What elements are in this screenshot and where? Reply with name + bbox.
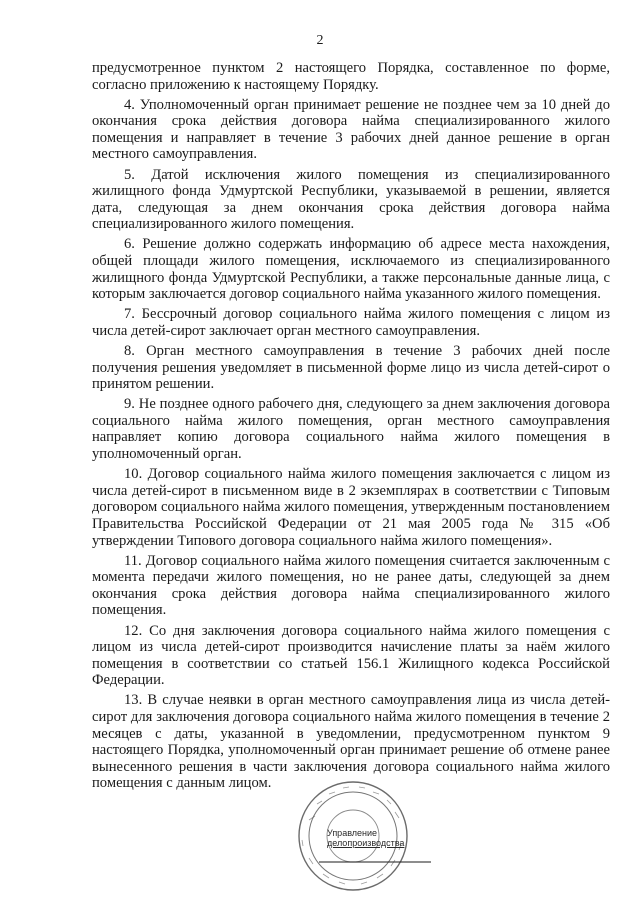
paragraph-11: 11. Договор социального найма жилого помещения считается заключенным с момента передачи жилого помещения, но не ранее даты, следующей за днем окончания срока действия договора найма специализированного жилого помещения. [92,552,610,619]
page-number: 2 [316,33,324,48]
paragraph-5: 5. Датой исключения жилого помещения из специализированного жилищного фонда Удмуртской Республики, указываемой в решении, является дата, следующая за днем окончания срока действия договора найма специализированного жилого помещения. [92,166,610,233]
paragraph-8: 8. Орган местного самоуправления в течение 3 рабочих дней после получения решения уведомляет в письменной форме лицо из числа детей-сирот о принятом решении. [92,343,610,393]
paragraph-13: 13. В случае неявки в орган местного самоуправления лица из числа детей-сирот для заключения договора социального найма жилого помещения в течение 2 месяцев с даты, указанной в уведомлении, предусмотренном пунктом 9 настоящего Порядка, уполномоченный орган принимает решение об отмене ранее вынесенного решения в части заключения договора социального найма жилого помещения с данным лицом. [92,692,610,792]
paragraph-6: 6. Решение должно содержать информацию об адресе места нахождения, общей площади жилого помещения, исключаемого из специализированного жилищного фонда Удмуртской Республики, а также персональные данные лица, с которым заключается договор социального найма указанного жилого помещения. [92,236,610,303]
paragraph-12: 12. Со дня заключения договора социального найма жилого помещения с лицом из числа детей-сирот производится начисление платы за наём жилого помещения в соответствии со статьей 156.1 Жилищного кодекса Российской Федерации. [92,622,610,689]
paragraph-9: 9. Не позднее одного рабочего дня, следующего за днем заключения договора социального найма жилого помещения, орган местного самоуправления направляет копию договора социального найма жилого помещения в уполномоченный орган. [92,396,610,463]
stamp-text-line1: Управление [327,828,378,838]
paragraph-10: 10. Договор социального найма жилого помещения заключается с лицом из числа детей-сирот в письменном виде в 2 экземплярах в соответствии с Типовым договором социального найма жилого помещения, утвержденным постановлением Правительства Российской Федерации от 21 мая 2005 года № 315 «Об утверждении Типового договора социального найма жилого помещения». [92,466,610,549]
paragraph-continuation: предусмотренное пунктом 2 настоящего Порядка, составленное по форме, согласно приложению к настоящему Порядку. [92,60,610,93]
document-body [92,60,610,795]
stamp-text-line2: делопроизводства [327,838,405,848]
paragraph-4: 4. Уполномоченный орган принимает решение не позднее чем за 10 дней до окончания срока действия договора найма специализированного жилого помещения и направляет в течение 3 рабочих дней данное решение в орган местного самоуправления. [92,96,610,163]
paragraph-7: 7. Бессрочный договор социального найма жилого помещения с лицом из числа детей-сирот заключает орган местного самоуправления. [92,306,610,339]
official-stamp [283,780,433,898]
